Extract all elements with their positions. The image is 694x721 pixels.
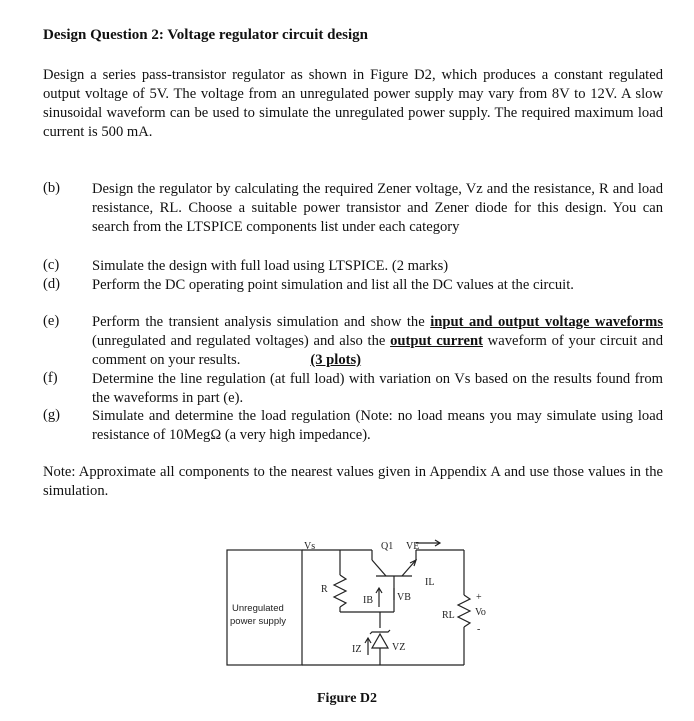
note-paragraph: Note: Approximate all components to the nearest values given in Appendix A and use those values in the simulation. [43, 464, 663, 499]
figure-caption: Figure D2 [317, 691, 378, 706]
item-label: (g) [43, 407, 61, 423]
item-e-underlined-2: output current [390, 333, 483, 349]
label-r: R [321, 584, 328, 595]
label-il: IL [425, 577, 435, 588]
label-minus: - [477, 624, 481, 635]
item-e-text-before: Perform the transient analysis simulation and show the [92, 314, 431, 330]
item-e-underlined-1: input and output voltage waveforms [430, 314, 663, 330]
item-e-text-after: waveform of your circuit and comment on your results. [92, 333, 663, 368]
item-text: Determine the line regulation (at full load) with variation on Vs based on the results found from the waveforms in part (e). [92, 371, 663, 406]
label-q1: Q1 [381, 541, 394, 552]
collector-lead [372, 560, 386, 576]
item-text: Design the regulator by calculating the required Zener voltage, Vz and the resistance, R and load resistance, RL. Choose a suitable power transistor and Zener diode for this design. You can search from the LTSPICE components list under each category [92, 181, 663, 235]
item-label: (f) [43, 370, 58, 386]
zener-diode-body [372, 634, 388, 648]
supply-label-line2: power supply [230, 616, 286, 627]
r-resistor [334, 575, 346, 607]
label-iz: IZ [352, 644, 362, 655]
label-plus: + [476, 592, 482, 603]
item-text: Perform the DC operating point simulation and list all the DC values at the circuit. [92, 277, 574, 293]
intro-paragraph: Design a series pass-transistor regulator as shown in Figure D2, which produces a constant regulated output voltage of 5V. The voltage from an unregulated power supply may vary from 8V to 12V. A slow sinusoidal waveform can be used to simulate the unregulated power supply. The required maximum load current is 500 mA. [43, 67, 663, 140]
emitter-lead [402, 560, 416, 576]
label-vb: VB [397, 592, 411, 603]
item-e-marks: (3 plots) [310, 352, 362, 368]
label-vo: Vo [475, 607, 486, 618]
page-title: Design Question 2: Voltage regulator circuit design [43, 27, 369, 43]
item-label: (e) [43, 313, 60, 329]
item-e-text-mid: (unregulated and regulated voltages) and also the [92, 333, 391, 349]
supply-label-line1: Unregulated [232, 603, 284, 614]
item-text: Simulate and determine the load regulation (Note: no load means you may simulate using load resistance of 10MegΩ (a very high impedance). [92, 408, 663, 443]
label-rl: RL [442, 610, 455, 621]
item-label: (b) [43, 180, 61, 196]
label-vz: VZ [392, 642, 406, 653]
item-label: (c) [43, 257, 60, 273]
item-label: (d) [43, 276, 61, 292]
rl-resistor [458, 595, 470, 627]
item-text: Simulate the design with full load using LTSPICE. (2 marks) [92, 258, 449, 274]
label-vs: Vs [304, 541, 316, 552]
label-ve: VE [406, 541, 420, 552]
label-ib: IB [363, 595, 373, 606]
